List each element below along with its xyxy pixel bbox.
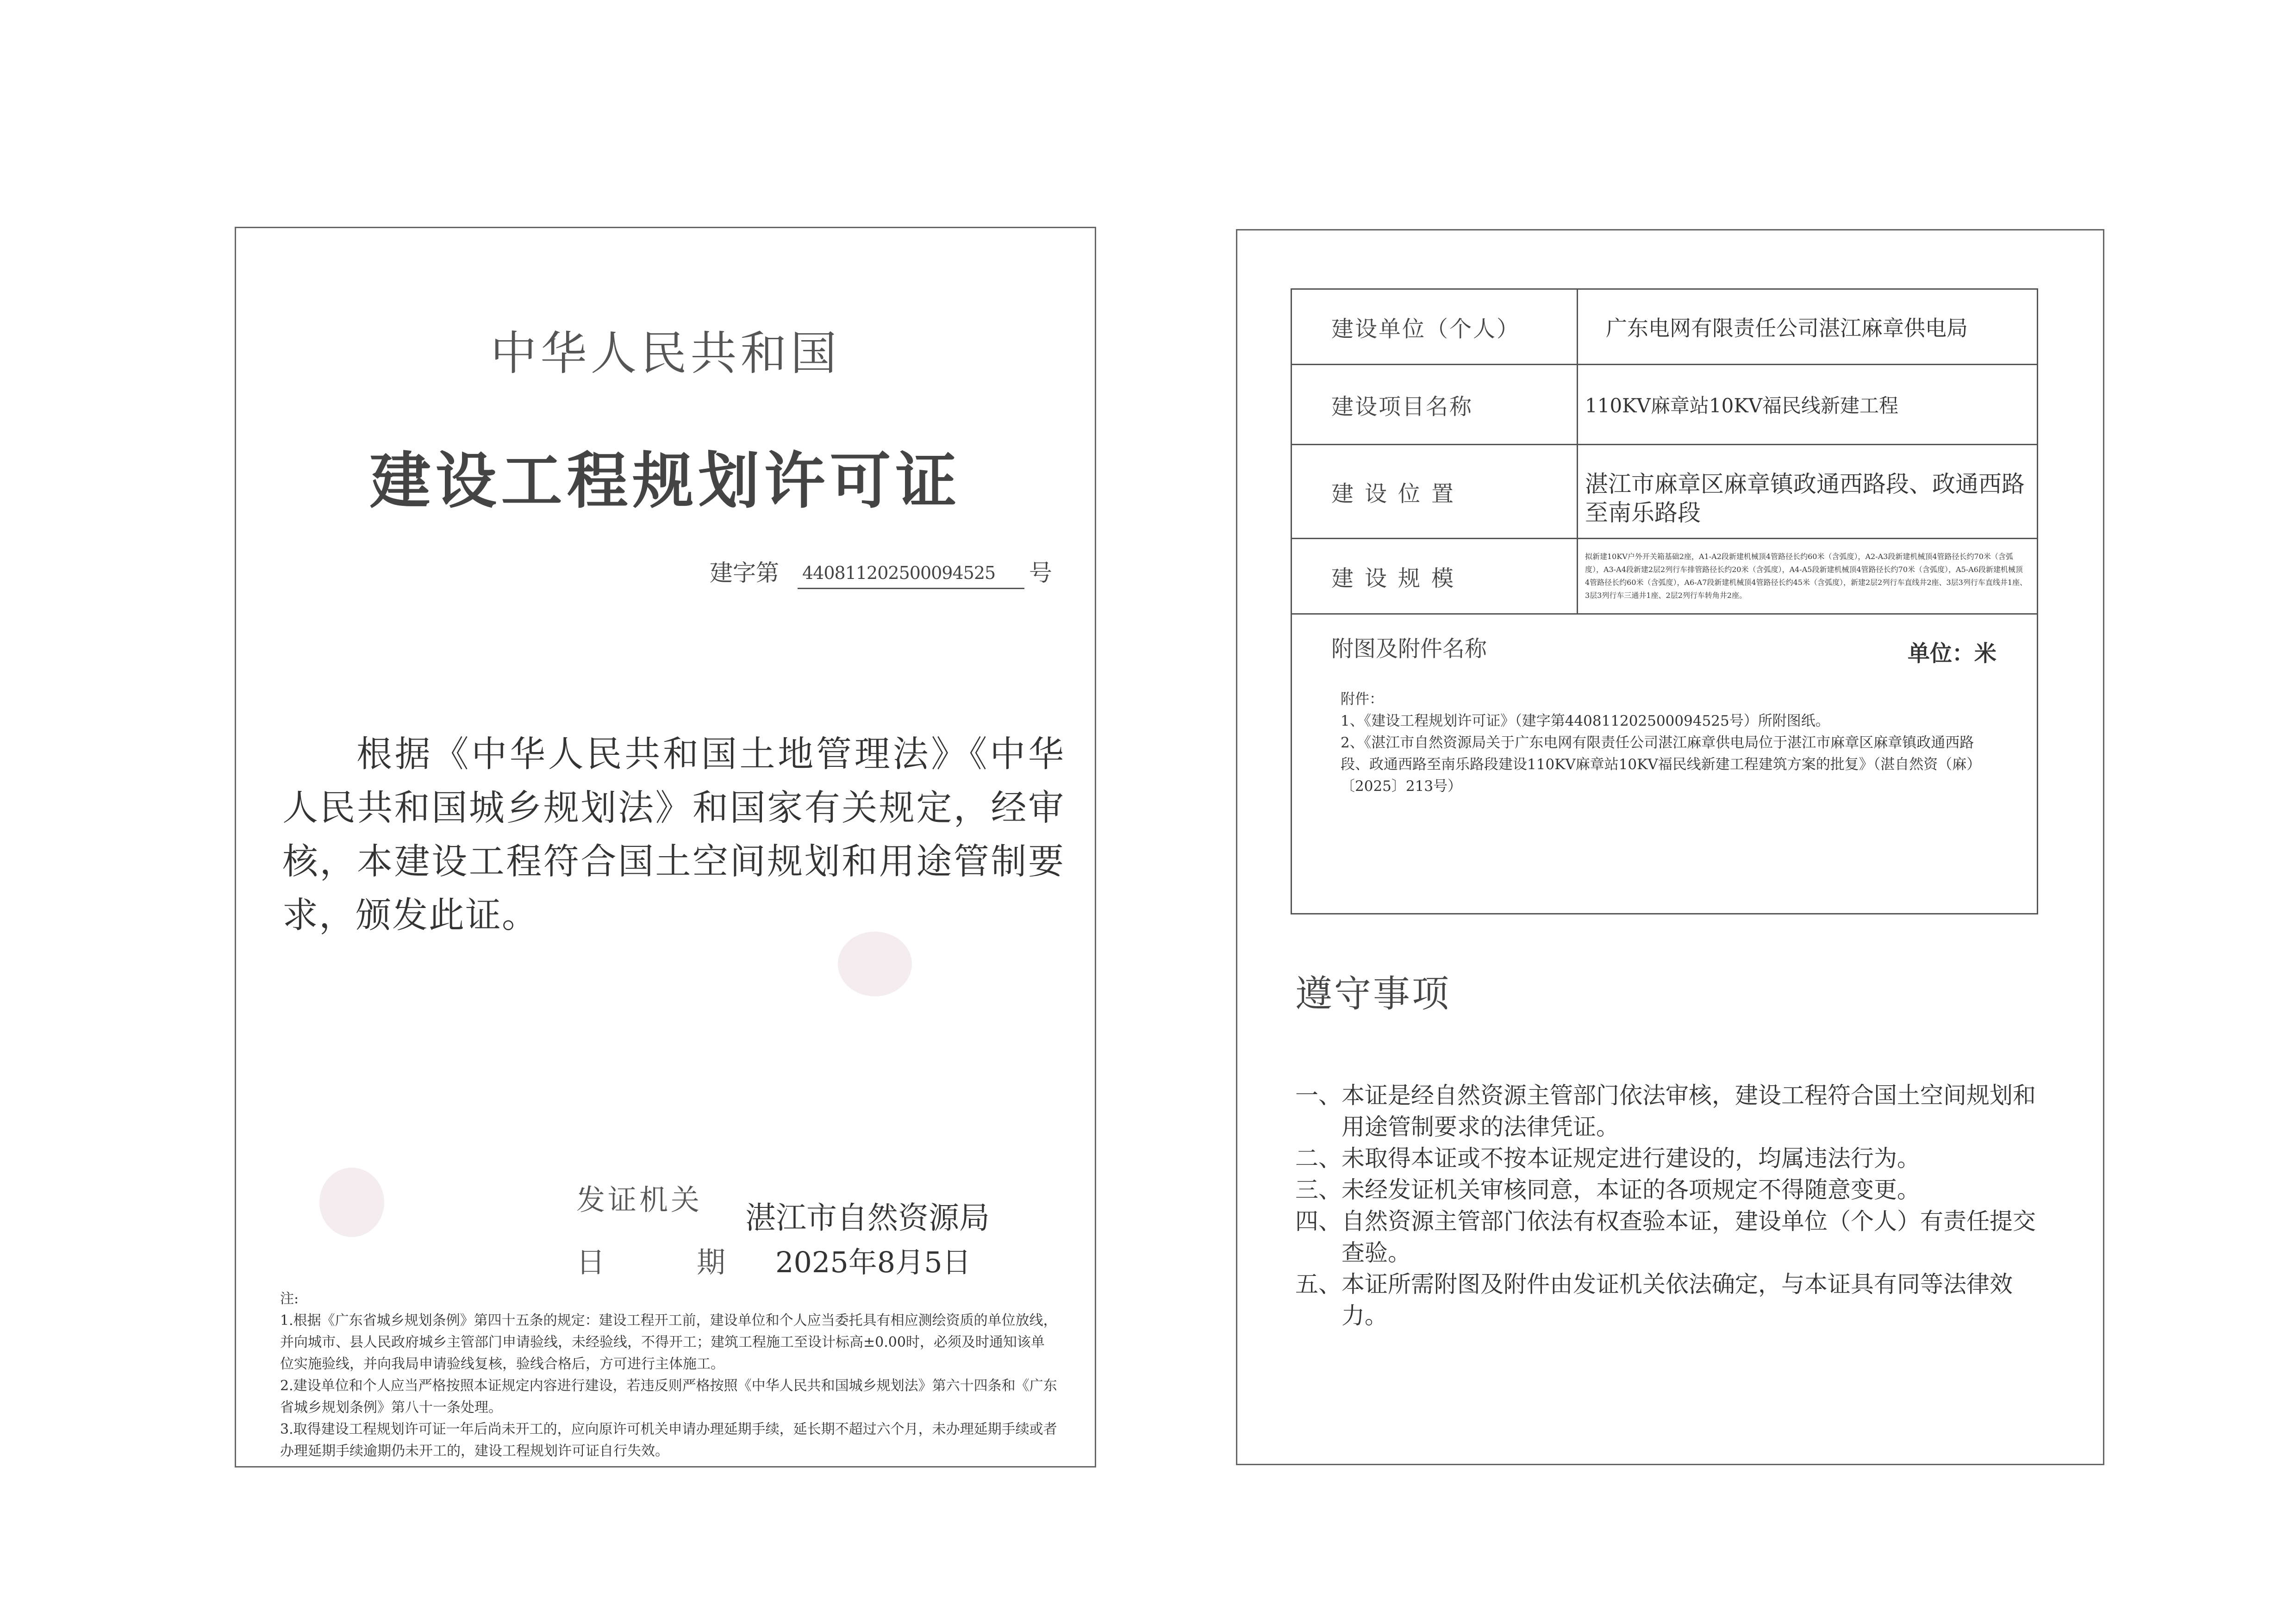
table-row	[1292, 539, 2038, 614]
location-value: 湛江市麻章区麻章镇政通西路段、政通西路至南乐路段	[1578, 445, 2038, 539]
table-row	[1292, 445, 2038, 539]
attachment-item: 1、《建设工程规划许可证》（建字第440811202500094525号）所附图纸。	[1341, 713, 1830, 729]
permit-cover-page	[235, 227, 1096, 1468]
rule-item: 二、未取得本证或不按本证规定进行建设的，均属违法行为。	[1295, 1145, 1920, 1172]
permit-number: 440811202500094525	[802, 563, 996, 583]
date-label-char: 日	[576, 1245, 605, 1279]
issuer-value: 湛江市自然资源局	[745, 1200, 990, 1236]
rule-item: 一、本证是经自然资源主管部门依法审核，建设工程符合国土空间规划和用途管制要求的法律凭证。	[1295, 1082, 2036, 1140]
project-label: 建设项目名称	[1292, 365, 1578, 445]
unit-label: 单位：米	[1908, 640, 1997, 666]
permit-number-suffix: 号	[1029, 560, 1052, 586]
rules-list	[1295, 1080, 2054, 1331]
issuer-label: 发证机关	[576, 1183, 703, 1217]
rule-item: 四、自然资源主管部门依法有权查验本证，建设单位（个人）有责任提交查验。	[1295, 1208, 2036, 1266]
country-name: 中华人民共和国	[490, 326, 841, 380]
permit-info-table	[1291, 288, 2038, 914]
location-label: 建设位置	[1292, 445, 1578, 539]
table-row	[1292, 614, 2038, 914]
scale-value: 拟新建10KV户外开关箱基础2座，A1-A2段新建机械顶4管路径长约60米（含弧度），A2-A3段新建机械顶4管路径长约70米（含弧度），A3-A4段新建2层2列行车排管路径长约20米（含弧度），A4-A5段新建机械顶4管路径长约70米（含弧度），A5-A6段新建机械顶4管路径长约60米（含弧度），A6-A7段新建机械顶4管路径长约45米（含弧度），新建2层2列行车直线井2座、3层3列行车直线井1座、3层3列行车三通井1座、2层2列行车转角井2座。	[1578, 539, 2038, 614]
note-item: 2.建设单位和个人应当严格按照本证规定内容进行建设，若违反则严格按照《中华人民共和国城乡规划法》第六十四条和《广东省城乡规划条例》第八十一条处理。	[280, 1378, 1057, 1416]
notes-title: 注:	[280, 1291, 299, 1307]
permit-number-underline	[798, 588, 1024, 589]
date-label-char: 期	[697, 1245, 726, 1279]
issue-date: 2025年8月5日	[775, 1245, 971, 1279]
permit-number-prefix: 建字第	[710, 560, 779, 586]
table-row	[1292, 365, 2038, 445]
permit-details-page	[1236, 229, 2104, 1465]
attachments-cell	[1292, 614, 2038, 914]
attachments-list	[1341, 689, 1979, 797]
project-value: 110KV麻章站10KV福民线新建工程	[1578, 365, 2038, 445]
notes	[280, 1288, 1058, 1462]
table-row	[1292, 289, 2038, 365]
builder-label: 建设单位（个人）	[1292, 289, 1578, 365]
rule-item: 三、未经发证机关审核同意，本证的各项规定不得随意变更。	[1295, 1176, 1920, 1203]
ink-stain	[319, 1168, 384, 1237]
note-item: 1.根据《广东省城乡规划条例》第四十五条的规定：建设工程开工前，建设单位和个人应当委托具有相应测绘资质的单位放线，并向城市、县人民政府城乡主管部门申请验线，未经验线，不得开工；建筑工程施工至设计标高±0.00时，必须及时通知该单位实施验线，并向我局申请验线复核，验线合格后，方可进行主体施工。	[280, 1312, 1057, 1372]
ink-stain	[838, 932, 912, 996]
rule-item: 五、本证所需附图及附件由发证机关依法确定，与本证具有同等法律效力。	[1295, 1271, 2013, 1329]
attachments-label: 附图及附件名称	[1331, 636, 1487, 662]
permit-statement: 根据《中华人民共和国土地管理法》《中华人民共和国城乡规划法》和国家有关规定，经审核，本建设工程符合国土空间规划和用途管制要求，颁发此证。	[282, 734, 1065, 936]
attachments-title: 附件：	[1341, 691, 1384, 708]
observe-title: 遵守事项	[1295, 972, 1451, 1015]
attachment-item: 2、《湛江市自然资源局关于广东电网有限责任公司湛江麻章供电局位于湛江市麻章区麻章镇政通西路段、政通西路至南乐路段建设110KV麻章站10KV福民线新建工程建筑方案的批复》（湛自然资（麻）〔2025〕213号）	[1341, 734, 1974, 795]
permit-number-row	[710, 554, 1052, 587]
scale-label: 建设规模	[1292, 539, 1578, 614]
note-item: 3.取得建设工程规划许可证一年后尚未开工的，应向原许可机关申请办理延期手续，延长期不超过六个月，未办理延期手续或者办理延期手续逾期仍未开工的，建设工程规划许可证自行失效。	[280, 1421, 1057, 1459]
builder-value: 广东电网有限责任公司湛江麻章供电局	[1578, 289, 2038, 365]
certificate-title: 建设工程规划许可证	[369, 445, 961, 517]
